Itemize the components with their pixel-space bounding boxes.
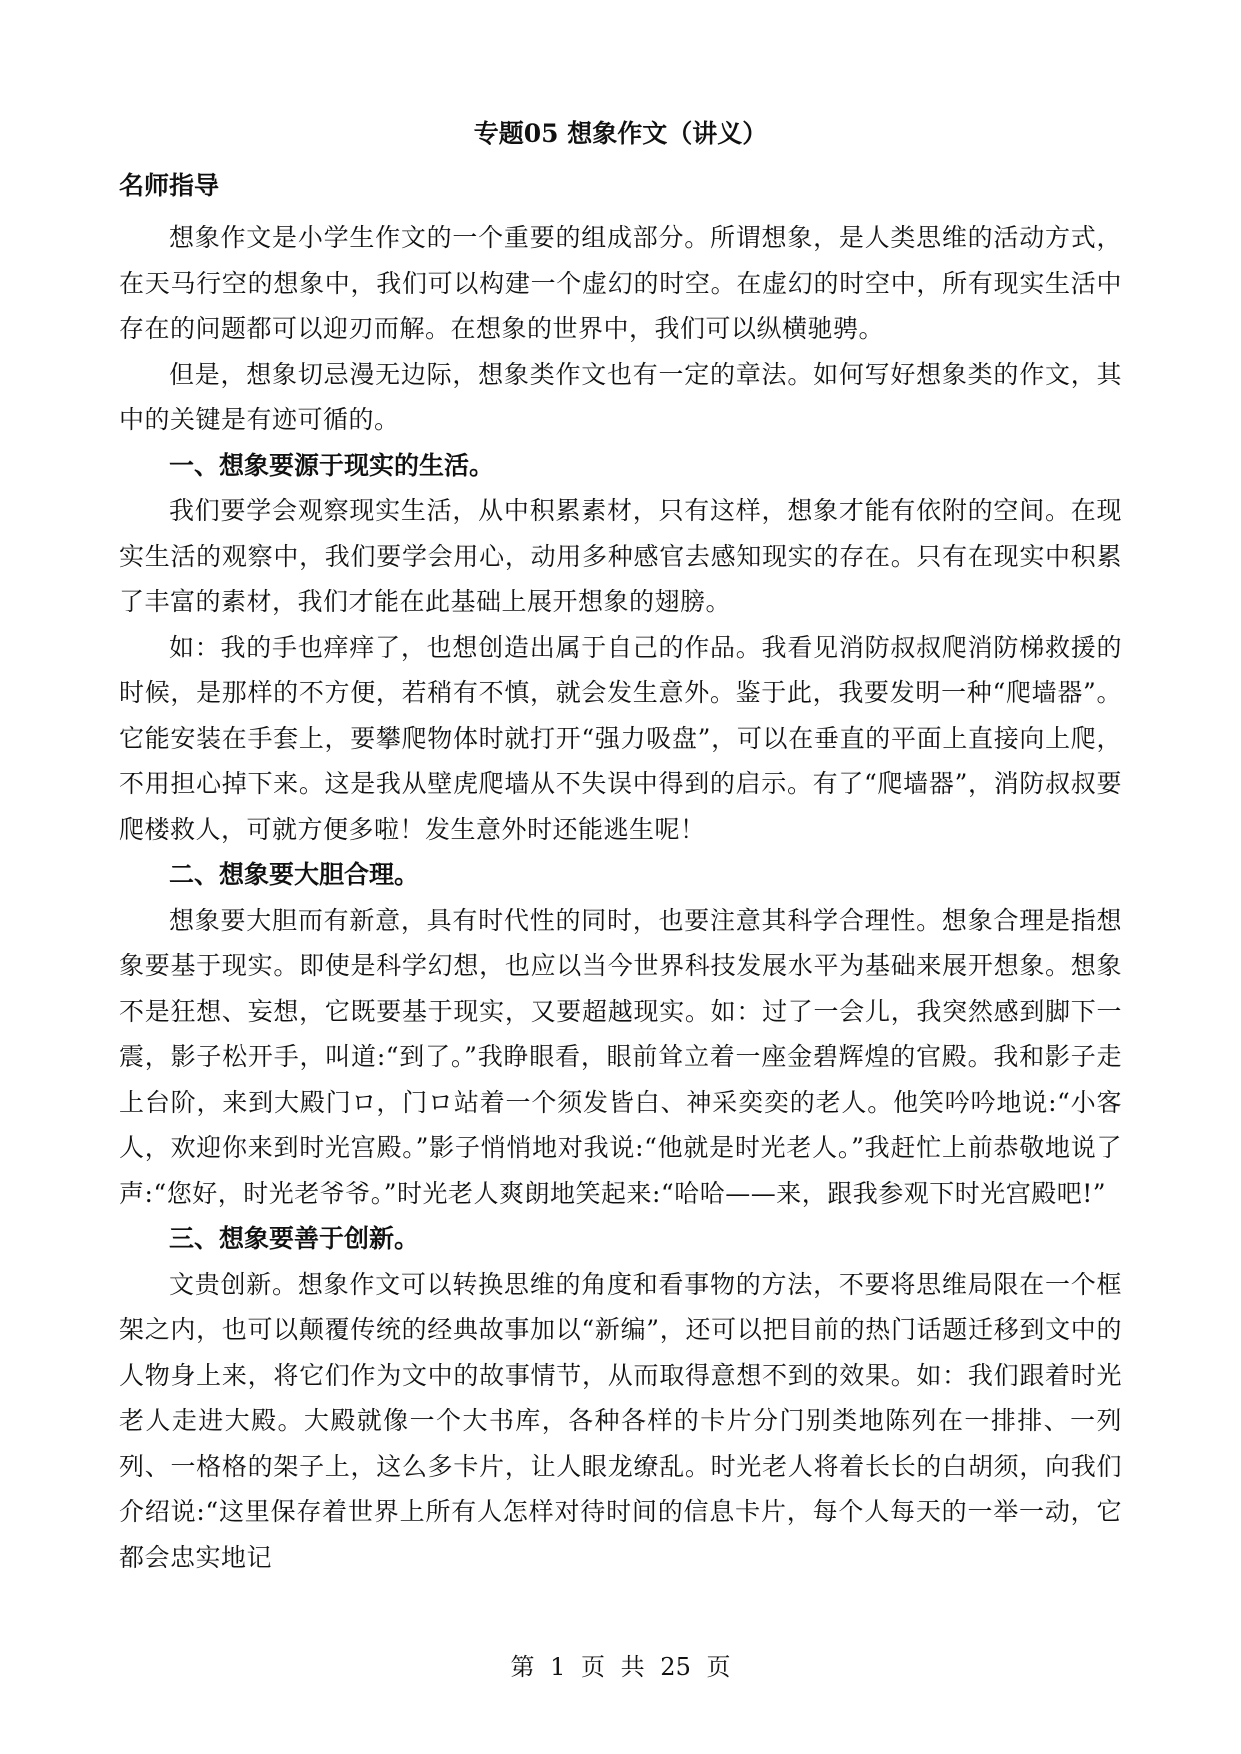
- paragraph-reality: 我们要学会观察现实生活，从中积累素材，只有这样，想象才能有依附的空间。在现实生活的观察中，我们要学会用心，动用多种感官去感知现实的存在。只有在现实中积累了丰富的素材，我们才能在此基础上展开想象的翅膀。: [119, 496, 1122, 616]
- heading-innovation: 三、想象要善于创新。: [169, 1224, 420, 1253]
- page-title: 专题05 想象作文（讲义）: [473, 119, 768, 148]
- section-label: 名师指导: [119, 171, 220, 200]
- body-text: [119, 215, 1122, 1580]
- heading-reality: 一、想象要源于现实的生活。: [169, 450, 495, 480]
- paragraph-intro: 想象作文是小学生作文的一个重要的组成部分。所谓想象，是人类思维的活动方式，在天马行空的想象中，我们可以构建一个虚幻的时空。在虚幻的时空中，所有现实生活中存在的问题都可以迎刃而解。在想象的世界中，我们可以纵横驰骋。: [119, 223, 1122, 343]
- paragraph-innovation: 文贵创新。想象作文可以转换思维的角度和看事物的方法，不要将思维局限在一个框架之内，也可以颠覆传统的经典故事加以“新编”，还可以把目前的热门话题迁移到文中的人物身上来，将它们作为文中的故事情节，从而取得意想不到的效果。如：我们跟着时光老人走进大殿。大殿就像一个大书库，各种各样的卡片分门别类地陈列在一排排、一列列、一格格的架子上，这么多卡片，让人眼龙缭乱。时光老人将着长长的白胡须，向我们介绍说:“这里保存着世界上所有人怎样对待时间的信息卡片，每个人每天的一举一动，它都会忠实地记: [119, 1269, 1122, 1572]
- heading-bold-reasonable: 二、想象要大胆合理。: [169, 860, 420, 889]
- paragraph-example-climber: 如：我的手也痒痒了，也想创造出属于自己的作品。我看见消防叔叔爬消防梯救援的时候，是那样的不方便，若稍有不慎，就会发生意外。鉴于此，我要发明一种“爬墙器”。它能安装在手套上，要攀爬物体时就打开“强力吸盘”，可以在垂直的平面上直接向上爬，不用担心掉下来。这是我从壁虎爬墙从不失误中得到的启示。有了“爬墙器”，消防叔叔要爬楼救人，可就方便多啦！发生意外时还能逃生呢！: [119, 632, 1122, 844]
- paragraph-method: 但是，想象切忌漫无边际，想象类作文也有一定的章法。如何写好想象类的作文，其中的关键是有迹可循的。: [119, 359, 1122, 434]
- paragraph-bold-reasonable: 想象要大胆而有新意，具有时代性的同时，也要注意其科学合理性。想象合理是指想象要基于现实。即使是科学幻想，也应以当今世界科技发展水平为基础来展开想象。想象不是狂想、妄想，它既要基于现实，又要超越现实。如：过了一会儿，我突然感到脚下一震，影子松开手，叫道:“到了。”我睁眼看，眼前耸立着一座金碧辉煌的官殿。我和影子走上台阶，来到大殿门ロ，门ロ站着一个须发皆白、神采奕奕的老人。他笑吟吟地说:“小客人，欢迎你来到时光宫殿。”影子悄悄地对我说:“他就是时光老人。”我赶忙上前恭敬地说了声:“您好，时光老爷爷。”时光老人爽朗地笑起来:“哈哈——来，跟我参观下时光宫殿吧!”: [119, 905, 1122, 1208]
- page-footer: 第 1 页 共 25 页: [510, 1653, 731, 1681]
